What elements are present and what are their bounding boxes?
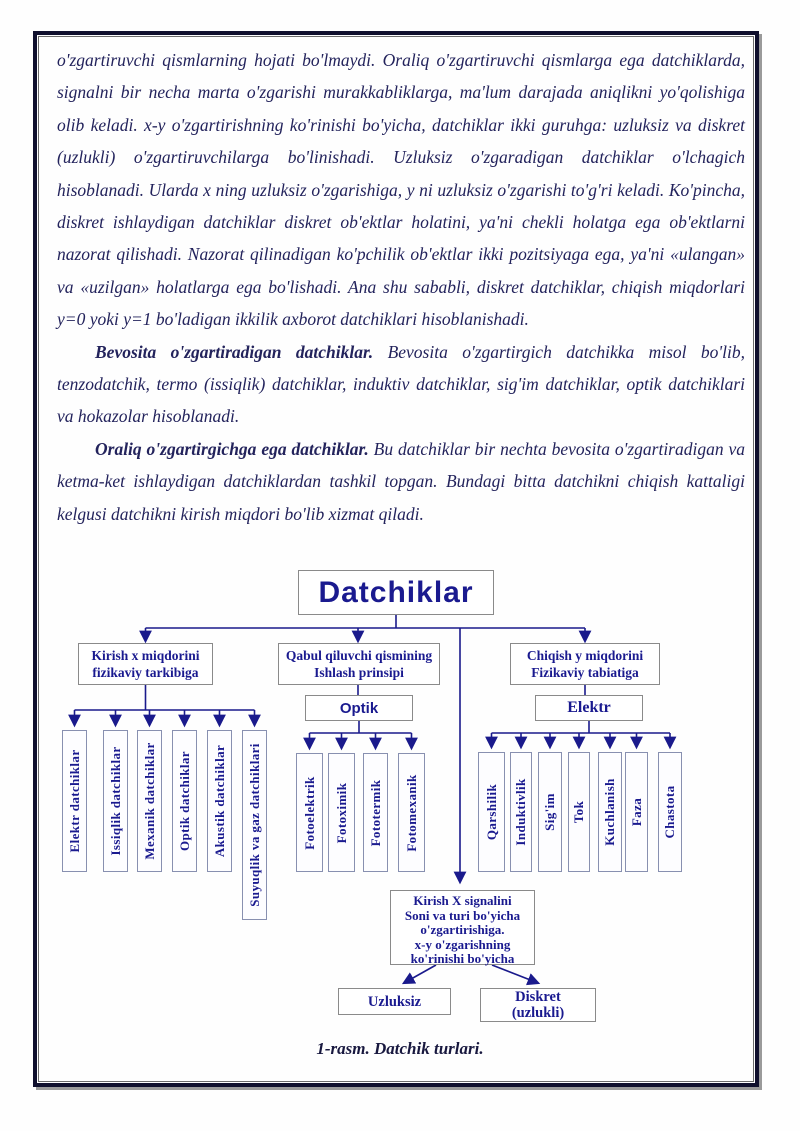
vbox-fotoelektrik (296, 753, 323, 872)
paragraph-text: Bu datchiklar bir nechta bevosita o'zgartiradigan va ketma-ket ishlaydigan datchiklardan tashkil topgan. Bundagi bitta datchikni chiqish kattaligi kelgusi datchikni kirish miqdori bo'lib xizmat qiladi. (57, 438, 746, 524)
paragraph-oraliq (57, 433, 745, 530)
vbox-elektr-datchiklar (62, 730, 87, 872)
sensor-types-diagram (0, 565, 800, 1085)
branch-line: Chiqish y miqdorini (526, 648, 644, 663)
paragraph-continuation (57, 44, 745, 336)
leaf-box-uzluksiz (338, 988, 451, 1015)
vbox-fototermik (363, 753, 388, 872)
diskret-line: Diskret (515, 989, 561, 1005)
vbox-akustik-datchiklar (207, 730, 232, 872)
arrow-to-diskret (492, 965, 538, 983)
branch-line: Kirish x miqdorini (91, 648, 200, 663)
diagram-title: Datchiklar (318, 575, 474, 609)
optik-label: Optik (339, 699, 379, 717)
arrow-to-uzluksiz (404, 965, 436, 983)
branch-box-chiqish (510, 643, 660, 685)
paragraph-text: o'zgartiruvchi qismlarning hojati bo'lmaydi. Oraliq o'zgartiruvchi qismlarga ega datchiklarda, signalni bir necha marta o'zgarishi murakkabliklarga, ma'lum darajada aniqlikni yo'qolishiga olib keladi. x-y o'zgartirishning ko'rinishi bo'yicha, datchiklar ikki guruhga: uzluksiz va diskret (uzlukli) o'zgartiruvchilarga bo'linishadi. Uzluksiz o'zgaradigan datchiklar o'lchagich hisoblanadi. Ularda x ning uzluksiz o'zgarishiga, y ni uzluksiz o'zgarishi to'g'ri keladi. Ko'pincha, diskret ishlaydigan datchiklar diskret ob'ektlar holatini, ya'ni chekli holatga ega ob'ektlarni nazorat qilishadi. Nazorat qilinadigan ko'pchilik ob'ektlar ikki pozitsiyaga ega, ya'ni «ulangan» va «uzilgan» holatlarga ega bo'lishadi. Ana shu sababli, diskret datchiklar, chiqish miqdorlari y=0 yoki y=1 bo'ladigan ikkilik axborot datchiklari hisoblanishadi. (57, 50, 745, 330)
vbox-fotomexanik (398, 753, 425, 872)
branch-box-kirish (78, 643, 213, 685)
signal-line: ko'rinishi bo'yicha (410, 951, 515, 967)
vbox-induktivlik (510, 752, 532, 872)
vertical-label: Optik datchiklar (176, 751, 192, 851)
vbox-issiqlik-datchiklar (103, 730, 128, 872)
vertical-label: Issiqlik datchiklar (107, 746, 123, 856)
vertical-label: Qarshilik (483, 783, 499, 841)
elektr-label: Elektr (567, 699, 611, 716)
vbox-mexanik-datchiklar (137, 730, 162, 872)
vertical-label: Fototermik (367, 779, 383, 846)
branch-line: Fizikaviy tabiatiga (531, 665, 639, 680)
vertical-label: Elektr datchiklar (66, 749, 82, 853)
paragraph-bevosita (57, 336, 745, 433)
vbox-chastota (658, 752, 682, 872)
body-text (57, 44, 745, 530)
signal-line: x-y o'zgarishning (414, 936, 511, 952)
vbox-qarshilik (478, 752, 505, 872)
vertical-label: Akustik datchiklar (211, 744, 227, 858)
vbox-kuchlanish (598, 752, 622, 872)
branch-line: Qabul qiluvchi qismining (285, 648, 433, 663)
paragraph-text: Bevosita o'zgartirgich datchikka misol bo'lib, tenzodatchik, termo (issiqlik) datchiklar, induktiv datchiklar, sig'im datchiklar, optik datchiklari va hokazolar hisoblanadi. (57, 341, 745, 427)
vertical-label: Mexanik datchiklar (141, 742, 157, 860)
vertical-label: Fotoelektrik (301, 775, 317, 850)
leaf-box-diskret (480, 988, 596, 1022)
vertical-label: Fotomexanik (403, 773, 419, 852)
paragraph-lead: Oraliq o'zgartirgichga ega datchiklar. (95, 438, 369, 459)
figure-caption: 1-rasm. Datchik turlari. (316, 1039, 484, 1058)
signal-line: Soni va turi bo'yicha (404, 907, 521, 923)
branch-line: fizikaviy tarkibiga (92, 665, 199, 680)
vertical-label: Suyuqlik va gaz datchiklari (246, 743, 262, 907)
vbox-sigim (538, 752, 562, 872)
sub-box-optik (305, 695, 413, 721)
vbox-faza (625, 752, 648, 872)
signal-line: Kirish X signalini (413, 893, 512, 908)
paragraph-lead: Bevosita o'zgartiradigan datchiklar. (95, 341, 374, 362)
vbox-fotoximik (328, 753, 355, 872)
vbox-optik-datchiklar (172, 730, 197, 872)
vertical-label: Tok (571, 800, 586, 824)
vbox-tok (568, 752, 590, 872)
branch-line: Ishlash prinsipi (314, 665, 404, 680)
vbox-suyuqlik-gaz-datchiklari (242, 730, 267, 920)
branch-box-qabul (278, 643, 440, 685)
vertical-label: Fotoximik (333, 782, 349, 843)
sub-box-elektr (535, 695, 643, 721)
diagram-title-box (298, 570, 494, 615)
vertical-label: Sig'im (542, 793, 557, 831)
vertical-label: Chastota (662, 785, 677, 839)
uzluksiz-label: Uzluksiz (367, 993, 422, 1010)
signal-line: o'zgartirishiga. (420, 922, 505, 938)
diskret-line: (uzlukli) (511, 1005, 565, 1021)
signal-box (390, 890, 535, 965)
vertical-label: Induktivlik (513, 778, 528, 846)
vertical-label: Kuchlanish (602, 778, 617, 846)
vertical-label: Faza (628, 797, 644, 827)
